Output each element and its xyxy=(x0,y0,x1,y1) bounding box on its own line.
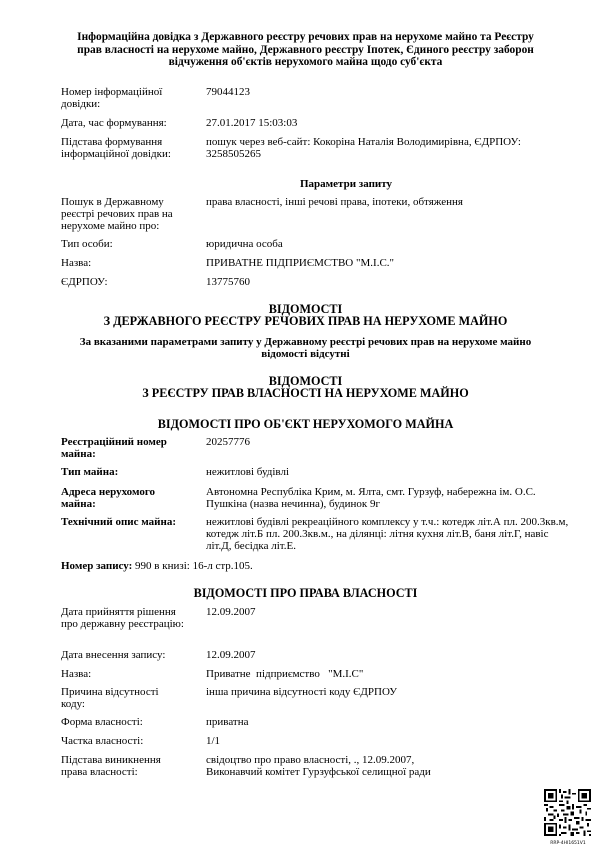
object-type-label: Тип майна: xyxy=(61,466,119,478)
ownership-decision-value: 12.09.2007 xyxy=(206,606,256,618)
ownership-decision-label: Дата прийняття рішення про державну реєстрацію: xyxy=(61,606,184,630)
object-heading: ВІДОМОСТІ ПРО ОБ'ЄКТ НЕРУХОМОГО МАЙНА xyxy=(157,417,454,431)
ownership-entry-value: 12.09.2007 xyxy=(206,649,256,661)
ownership-basis-label: Підстава виникнення права власності: xyxy=(61,754,161,778)
ownership-share-value: 1/1 xyxy=(206,735,221,747)
ownership-share-label: Частка власності: xyxy=(61,735,144,747)
ownership-reason-value: інша причина відсутності коду ЄДРПОУ xyxy=(206,686,398,698)
section2-heading: ВІДОМОСТІ З РЕЄСТРУ ПРАВ ВЛАСНОСТІ НА НЕРУХОМЕ МАЙНО xyxy=(142,374,469,400)
params-person-value: юридична особа xyxy=(206,238,283,250)
ownership-entry-label: Дата внесення запису: xyxy=(61,649,166,661)
params-person-label: Тип особи: xyxy=(61,238,113,250)
object-type-value: нежитлові будівлі xyxy=(206,466,290,478)
qr-code-icon xyxy=(544,789,591,836)
object-address-value: Автономна Республіка Крим, м. Ялта, смт. Гурзуф, набережна ім. О.С. Пушкіна (назва нечинна), будинок 9г xyxy=(206,486,536,510)
ownership-reason-label: Причина відсутності коду: xyxy=(61,686,159,710)
info-date-value: 27.01.2017 15:03:03 xyxy=(206,117,298,129)
ownership-heading: ВІДОМОСТІ ПРО ПРАВА ВЛАСНОСТІ xyxy=(193,586,418,600)
record-number-row xyxy=(61,560,253,572)
record-number-label: Номер запису: xyxy=(61,560,133,572)
params-edrpou-value: 13775760 xyxy=(206,276,250,288)
ownership-form-value: приватна xyxy=(206,716,249,728)
info-date-label: Дата, час формування: xyxy=(61,117,167,129)
params-heading: Параметри запиту xyxy=(300,178,393,190)
ownership-name-value: Приватне підприємство "М.І.С" xyxy=(206,668,364,680)
ownership-name-label: Назва: xyxy=(61,668,92,680)
info-basis-value: пошук через веб-сайт: Кокоріна Наталія Володимирівна, ЄДРПОУ: 3258505265 xyxy=(206,136,521,160)
info-basis-label: Підстава формування інформаційної довідки: xyxy=(61,136,171,160)
object-reg-label: Реєстраційний номер майна: xyxy=(61,436,167,460)
section1-note: За вказаними параметрами запиту у Державному реєстрі речових прав на нерухоме майно відомості відсутні xyxy=(79,336,532,360)
params-name-label: Назва: xyxy=(61,257,92,269)
params-search-value: права власності, інші речові права, іпотеки, обтяження xyxy=(206,196,463,208)
params-edrpou-label: ЄДРПОУ: xyxy=(61,276,108,288)
ownership-form-label: Форма власності: xyxy=(61,716,143,728)
object-desc-value: нежитлові будівлі рекреаційного комплексу у т.ч.: котедж літ.А пл. 200.3кв.м, котедж літ.Б пл. 200.3кв.м., на ділянці: літня кухня літ.В, баня літ.Г, навіс літ.Д, бесідка літ.Е. xyxy=(206,516,569,552)
section1-heading: ВІДОМОСТІ З ДЕРЖАВНОГО РЕЄСТРУ РЕЧОВИХ ПРАВ НА НЕРУХОМЕ МАЙНО xyxy=(103,302,508,328)
object-desc-label: Технічний опис майна: xyxy=(61,516,177,528)
info-number-label: Номер інформаційної довідки: xyxy=(61,86,163,110)
object-address-label: Адреса нерухомого майна: xyxy=(61,486,156,510)
document-code: RRP-4HI1651V1 xyxy=(550,841,586,846)
params-search-label: Пошук в Державному реєстрі речових прав на нерухоме майно про: xyxy=(61,196,173,232)
document-title: Інформаційна довідка з Державного реєстру речових прав на нерухоме майно та Реєстру прав власності на нерухоме майно, Державного реєстру Іпотек, Єдиного реєстру заборон відчуження об'єктів нерухомого майна щодо суб'єкта xyxy=(77,31,534,68)
info-number-value: 79044123 xyxy=(206,86,250,98)
ownership-basis-value: свідоцтво про право власності, ., 12.09.2007, Виконавчий комітет Гурзуфської селищної ради xyxy=(206,754,431,778)
record-number-value: 990 в книзі: 16-л стр.105. xyxy=(135,560,253,572)
params-name-value: ПРИВАТНЕ ПІДПРИЄМСТВО "М.І.С." xyxy=(206,257,395,269)
object-reg-value: 20257776 xyxy=(206,436,250,448)
